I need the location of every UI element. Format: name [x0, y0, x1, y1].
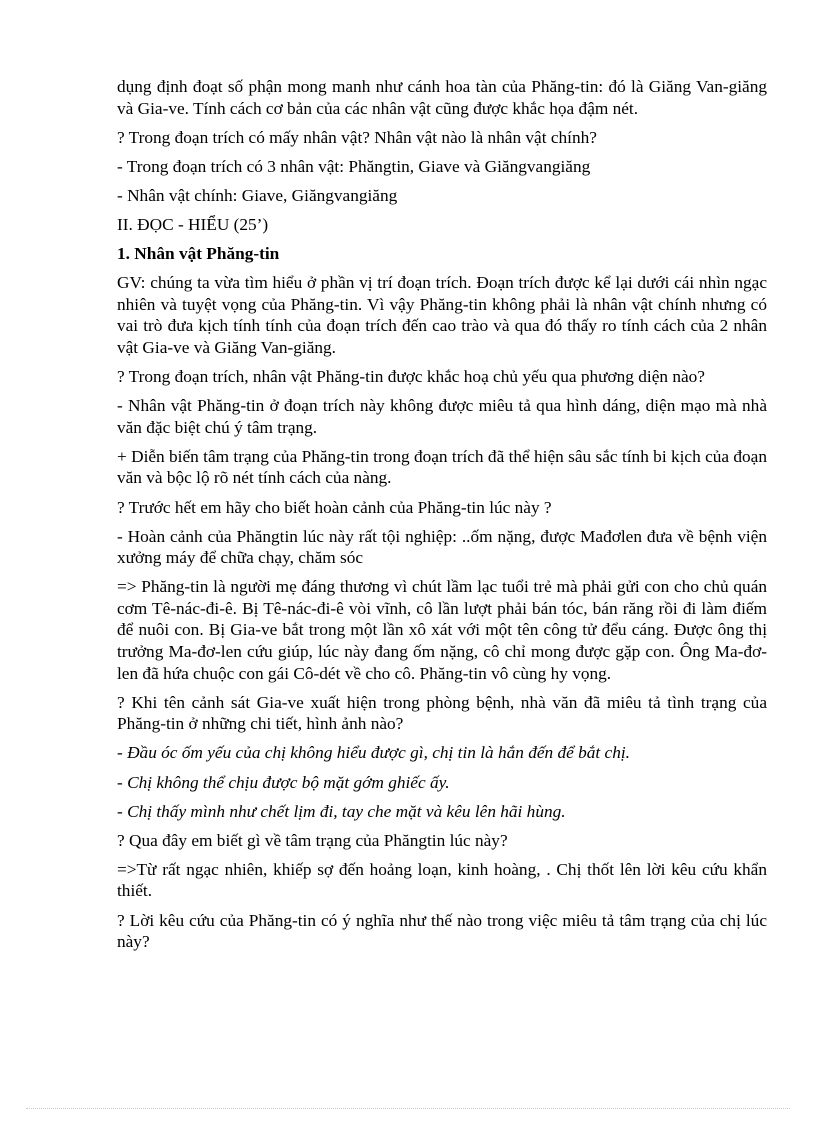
section-heading-reading: II. ĐỌC - HIỂU (25’): [117, 214, 269, 234]
answer-circumstances: - Hoàn cảnh của Phăngtin lúc này rất tội nghiệp: ..ốm nặng, được Mađơlen đưa về bệnh viện xưởng máy để chữa chạy, chăm sóc: [117, 526, 767, 568]
question-mood: ? Qua đây em biết gì về tâm trạng của Phăngtin lúc này?: [117, 830, 508, 850]
subsection-heading-phangtin: 1. Nhân vật Phăng-tin: [117, 244, 280, 264]
conclusion-circumstances: => Phăng-tin là người mẹ đáng thương vì chút lầm lạc tuổi trẻ mà phải gửi con cho chủ quán cơm Tê-nác-đi-ê. Bị Tê-nác-đi-ê vòi vĩnh, cô lần lượt phải bán tóc, bán răng rồi đi làm điếm để nuôi con. Bị Gia-ve bắt trong một lần xô xát với một tên công tử đểu cáng. Được ông thị trưởng Ma-đơ-len cứu giúp, lúc này đang ốm nặng, cô chỉ mong được gặp con. Ông Ma-đơ-len đã hứa chuộc con gái Cô-dét về cho cô. Phăng-tin vô cùng hy vọng.: [117, 577, 767, 683]
answer-main-characters: - Nhân vật chính: Giave, Giăngvangiăng: [117, 185, 398, 205]
answer-mood: =>Từ rất ngạc nhiên, khiếp sợ đến hoảng loạn, kinh hoàng, . Chị thốt lên lời kêu cứu khẩn thiết.: [117, 859, 767, 901]
answer-three-characters: - Trong đoạn trích có 3 nhân vật: Phăngtin, Giave và Giăngvangiăng: [117, 156, 591, 176]
page-bottom-divider: [26, 1108, 790, 1109]
question-cry-for-help: ? Lời kêu cứu của Phăng-tin có ý nghĩa như thế nào trong việc miêu tả tâm trạng của chị lúc này?: [117, 910, 767, 952]
detail-quote-3: - Chị thấy mình như chết lịm đi, tay che mặt và kêu lên hãi hùng.: [117, 801, 566, 821]
question-circumstances: ? Trước hết em hãy cho biết hoàn cảnh của Phăng-tin lúc này ?: [117, 497, 552, 517]
document-body: [117, 76, 767, 960]
detail-quote-2: - Chị không thể chịu được bộ mặt gớm ghiếc ấy.: [117, 772, 450, 792]
question-javert-appears: ? Khi tên cảnh sát Gia-ve xuất hiện trong phòng bệnh, nhà văn đã miêu tả tình trạng của Phăng-tin ở những chi tiết, hình ảnh nào?: [117, 692, 767, 734]
answer-portrayal: - Nhân vật Phăng-tin ở đoạn trích này không được miêu tả qua hình dáng, diện mạo mà nhà văn đặc biệt chú ý tâm trạng.: [117, 396, 767, 437]
question-portrayal: ? Trong đoạn trích, nhân vật Phăng-tin được khắc hoạ chủ yếu qua phương diện nào?: [117, 367, 705, 387]
question-characters: ? Trong đoạn trích có mấy nhân vật? Nhân vật nào là nhân vật chính?: [117, 127, 597, 147]
answer-emotional-development: + Diễn biến tâm trạng của Phăng-tin trong đoạn trích đã thể hiện sâu sắc tính bi kịch của đoạn văn và bộc lộ rõ nét tính cách của nàng.: [117, 446, 767, 488]
teacher-note: GV: chúng ta vừa tìm hiểu ở phần vị trí đoạn trích. Đoạn trích được kể lại dưới cái nhìn ngạc nhiên và tuyệt vọng của Phăng-tin. Vì vậy Phăng-tin không phải là nhân vật chính nhưng có vai trò đưa kịch tính tính của đoạn trích đến cao trào và qua đó thấy ro tính cách của 2 nhân vật Gia-ve và Giăng Van-giăng.: [117, 273, 767, 357]
paragraph-intro-continued: dụng định đoạt số phận mong manh như cánh hoa tàn của Phăng-tin: đó là Giăng Van-giăng và Gia-ve. Tính cách cơ bản của các nhân vật cũng được khắc họa đậm nét.: [117, 77, 767, 118]
detail-quote-1: - Đầu óc ốm yếu của chị không hiểu được gì, chị tin là hắn đến để bắt chị.: [117, 743, 630, 763]
